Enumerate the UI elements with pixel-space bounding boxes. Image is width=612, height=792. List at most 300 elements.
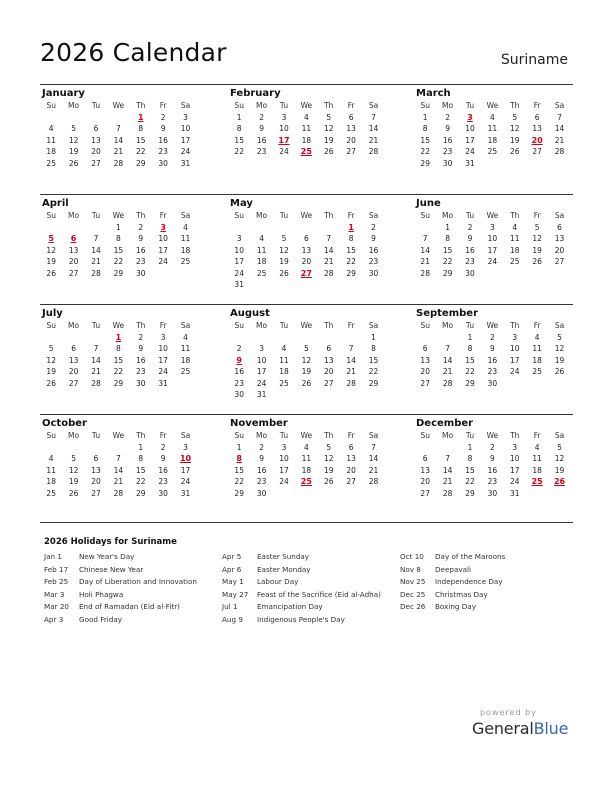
day-grid: [414, 112, 570, 169]
calendar-day: 2: [236, 344, 242, 354]
weekday-label: We: [112, 211, 125, 220]
calendar-day: 21: [554, 135, 565, 145]
calendar-day: 17: [180, 465, 191, 475]
month-november: [228, 417, 384, 499]
holiday-date: 6: [70, 234, 77, 244]
calendar-day: 17: [509, 355, 520, 365]
month-name: November: [230, 418, 288, 429]
calendar-day: 14: [91, 245, 101, 255]
calendar-day: 21: [113, 477, 124, 487]
row-divider: [40, 414, 573, 415]
weekday-label: Su: [234, 101, 244, 110]
weekday-label: Tu: [91, 101, 101, 110]
holiday-row: [400, 589, 505, 602]
calendar-day: 24: [487, 257, 498, 267]
calendar-day: 28: [113, 488, 124, 498]
weekday-label: Sa: [368, 101, 379, 110]
calendar-day: 9: [160, 124, 166, 134]
calendar-day: 6: [422, 344, 428, 354]
calendar-day: 24: [234, 268, 244, 278]
weekday-label: Fr: [347, 431, 355, 440]
weekday-label: Su: [234, 211, 244, 220]
month-name: July: [42, 308, 63, 319]
holiday-name: Day of the Maroons: [435, 552, 506, 561]
calendar-day: 5: [326, 443, 332, 452]
calendar-day: 2: [467, 223, 473, 232]
empty-cell: [85, 332, 107, 343]
weekday-label: Th: [324, 431, 334, 440]
calendar-day: 8: [467, 344, 473, 354]
calendar-day: 12: [68, 135, 79, 145]
weekday-label: Sa: [554, 211, 565, 220]
calendar-day: 16: [158, 135, 168, 145]
row-divider: [40, 84, 573, 85]
calendar-day: 28: [91, 378, 101, 388]
calendar-day: 3: [489, 223, 495, 232]
calendar-day: 3: [281, 113, 287, 122]
calendar-day: 29: [113, 268, 124, 278]
calendar-day: 11: [256, 245, 267, 255]
holiday-row: [44, 601, 197, 614]
calendar-day: 4: [48, 454, 54, 464]
calendar-day: 27: [532, 147, 542, 157]
weekday-label: Tu: [465, 431, 475, 440]
weekday-label: Fr: [159, 321, 167, 330]
calendar-day: 12: [46, 355, 56, 365]
calendar-day: 26: [323, 477, 334, 487]
calendar-day: 29: [346, 268, 356, 278]
weekday-header: [228, 320, 384, 332]
weekday-label: Th: [510, 431, 520, 440]
weekday-label: Mo: [256, 211, 268, 220]
calendar-day: 6: [93, 124, 99, 134]
calendar-day: 30: [368, 268, 379, 278]
calendar-day: 5: [281, 234, 287, 244]
calendar-day: 17: [256, 367, 267, 377]
calendar-day: 18: [487, 135, 498, 145]
calendar-day: 25: [256, 268, 267, 278]
calendar-day: 23: [465, 257, 475, 267]
calendar-day: 11: [509, 234, 520, 244]
weekday-label: Mo: [68, 101, 80, 110]
calendar-day: 4: [183, 223, 188, 232]
weekday-label: Sa: [368, 211, 379, 220]
calendar-day: 4: [183, 333, 188, 342]
day-grid: [40, 442, 196, 499]
calendar-day: 18: [256, 257, 267, 267]
calendar-day: 24: [180, 147, 191, 157]
calendar-day: 13: [420, 465, 430, 475]
calendar-day: 5: [557, 443, 562, 452]
calendar-day: 28: [113, 158, 124, 168]
holiday-column: [222, 551, 381, 627]
calendar-day: 18: [301, 465, 312, 475]
weekday-label: Fr: [533, 321, 541, 330]
calendar-day: 26: [279, 268, 289, 278]
calendar-day: 20: [323, 367, 334, 377]
calendar-day: 27: [68, 378, 79, 388]
weekday-label: Mo: [68, 321, 80, 330]
holiday-date-label: Feb 25: [44, 577, 69, 587]
calendar-day: 29: [465, 378, 475, 388]
calendar-day: 23: [487, 477, 498, 487]
calendar-day: 4: [259, 234, 264, 244]
month-name: April: [42, 198, 69, 209]
calendar-day: 17: [465, 135, 475, 145]
calendar-day: 18: [279, 367, 289, 377]
calendar-day: 9: [160, 454, 166, 464]
calendar-day: 7: [93, 344, 99, 354]
weekday-label: Tu: [279, 101, 289, 110]
calendar-day: 7: [326, 234, 332, 244]
calendar-day: 25: [46, 488, 56, 498]
brand-logo[interactable]: [472, 719, 568, 738]
holiday-name: Indigenous People's Day: [257, 614, 345, 624]
empty-cell: [318, 222, 340, 233]
calendar-day: 7: [445, 344, 450, 354]
calendar-day: 2: [138, 223, 144, 232]
calendar-day: 6: [93, 454, 99, 464]
calendar-day: 11: [279, 355, 289, 365]
holiday-date: 25: [300, 477, 312, 487]
calendar-day: 29: [135, 158, 146, 168]
calendar-day: 10: [256, 355, 267, 365]
holiday-name: Emancipation Day: [257, 602, 323, 612]
weekday-label: Th: [324, 321, 334, 330]
calendar-day: 20: [301, 257, 312, 267]
holiday-name: Feast of the Sacrifice (Eid al-Adha): [257, 589, 381, 599]
calendar-day: 14: [368, 124, 379, 134]
calendar-day: 7: [115, 454, 121, 464]
weekday-label: Sa: [180, 211, 191, 220]
calendar-day: 3: [160, 333, 166, 342]
weekday-label: We: [300, 321, 313, 330]
calendar-day: 11: [180, 344, 191, 354]
calendar-day: 21: [442, 367, 453, 377]
holiday-row: [44, 564, 197, 577]
holiday-column: [400, 551, 505, 614]
calendar-day: 2: [489, 443, 495, 452]
holiday-name: Boxing Day: [435, 602, 476, 612]
weekday-label: We: [300, 101, 313, 110]
calendar-day: 28: [91, 268, 101, 278]
calendar-day: 29: [234, 488, 244, 498]
weekday-header: [414, 320, 570, 332]
weekday-label: We: [300, 431, 313, 440]
calendar-day: 14: [113, 135, 124, 145]
calendar-day: 23: [135, 257, 146, 267]
calendar-day: 3: [512, 443, 518, 452]
calendar-day: 15: [442, 245, 453, 255]
calendar-day: 14: [554, 124, 565, 134]
holiday-row: [44, 589, 197, 602]
calendar-day: 26: [46, 378, 56, 388]
holiday-date: 20: [531, 135, 543, 145]
day-grid: [228, 442, 384, 499]
calendar-day: 14: [113, 465, 124, 475]
calendar-day: 3: [512, 333, 518, 342]
calendar-day: 2: [259, 113, 264, 122]
calendar-day: 24: [279, 147, 289, 157]
holiday-row: [44, 551, 197, 564]
day-grid: [414, 332, 570, 389]
holiday-date-label: Oct 10: [400, 552, 424, 561]
holiday-name: Deepavali: [435, 564, 471, 574]
calendar-day: 20: [554, 245, 565, 255]
calendar-day: 2: [160, 113, 166, 122]
empty-cell: [85, 112, 107, 123]
weekday-label: Sa: [180, 321, 191, 330]
weekday-label: Su: [46, 431, 56, 440]
weekday-label: Mo: [256, 101, 268, 110]
calendar-day: 11: [487, 124, 498, 134]
calendar-day: 26: [323, 147, 334, 157]
weekday-header: [228, 430, 384, 442]
day-grid: [228, 332, 384, 400]
weekday-label: Th: [136, 431, 146, 440]
weekday-label: We: [112, 101, 125, 110]
calendar-day: 31: [465, 158, 475, 168]
weekday-label: Tu: [279, 321, 289, 330]
holiday-row: [44, 614, 197, 627]
calendar-day: 17: [509, 465, 520, 475]
calendar-day: 6: [422, 454, 428, 464]
calendar-day: 28: [442, 378, 453, 388]
weekday-label: Fr: [159, 431, 167, 440]
empty-cell: [250, 332, 272, 343]
weekday-label: Su: [420, 211, 430, 220]
weekday-header: [228, 210, 384, 222]
calendar-day: 19: [301, 367, 312, 377]
calendar-day: 19: [68, 477, 79, 487]
weekday-label: Tu: [91, 321, 101, 330]
weekday-label: Th: [136, 101, 146, 110]
calendar-day: 16: [135, 245, 146, 255]
weekday-label: Sa: [554, 321, 565, 330]
holiday-name: Chinese New Year: [79, 564, 144, 574]
calendar-day: 2: [138, 333, 144, 342]
calendar-day: 6: [348, 443, 354, 452]
calendar-day: 23: [368, 257, 379, 267]
calendar-day: 26: [301, 378, 312, 388]
calendar-day: 7: [348, 344, 354, 354]
calendar-day: 13: [68, 245, 79, 255]
calendar-day: 25: [180, 367, 191, 377]
calendar-day: 1: [371, 333, 376, 342]
holiday-name: Good Friday: [79, 614, 122, 624]
calendar-day: 13: [68, 355, 79, 365]
calendar-day: 19: [554, 355, 565, 365]
empty-cell: [40, 332, 62, 343]
calendar-day: 8: [138, 124, 144, 134]
calendar-day: 10: [279, 124, 289, 134]
calendar-day: 18: [46, 477, 56, 487]
holiday-date-label: Mar 20: [44, 602, 69, 612]
holidays-heading: 2026 Holidays for Suriname: [44, 537, 177, 547]
weekday-label: Mo: [442, 211, 454, 220]
calendar-day: 23: [158, 477, 168, 487]
calendar-day: 11: [532, 344, 542, 354]
empty-cell: [107, 112, 129, 123]
calendar-day: 11: [46, 135, 56, 145]
calendar-day: 4: [534, 333, 540, 342]
weekday-label: Su: [420, 321, 430, 330]
calendar-day: 9: [138, 234, 144, 244]
holiday-date-label: Jul 1: [222, 602, 238, 612]
weekday-label: Sa: [368, 321, 379, 330]
calendar-day: 2: [489, 333, 495, 342]
weekday-label: Tu: [279, 431, 289, 440]
calendar-day: 28: [442, 488, 453, 498]
calendar-day: 27: [346, 477, 356, 487]
calendar-day: 15: [113, 245, 124, 255]
calendar-day: 27: [68, 268, 79, 278]
weekday-header: [40, 320, 196, 332]
calendar-day: 9: [371, 234, 376, 244]
calendar-day: 29: [465, 488, 475, 498]
weekday-label: Mo: [68, 431, 80, 440]
calendar-day: 15: [465, 465, 475, 475]
empty-cell: [62, 332, 84, 343]
calendar-day: 14: [442, 355, 453, 365]
empty-cell: [295, 222, 317, 233]
calendar-day: 3: [236, 234, 242, 244]
holiday-date: 27: [300, 268, 312, 278]
calendar-day: 8: [138, 454, 144, 464]
calendar-day: 12: [301, 355, 312, 365]
calendar-day: 22: [113, 257, 124, 267]
weekday-header: [40, 100, 196, 112]
calendar-day: 10: [234, 245, 244, 255]
holiday-date: 3: [160, 223, 166, 232]
calendar-day: 7: [557, 113, 562, 122]
calendar-day: 17: [180, 135, 191, 145]
calendar-day: 25: [279, 378, 289, 388]
calendar-day: 12: [68, 465, 79, 475]
weekday-label: Sa: [180, 431, 191, 440]
calendar-day: 30: [442, 158, 453, 168]
weekday-label: Th: [510, 101, 520, 110]
calendar-day: 11: [180, 234, 191, 244]
holiday-date-label: Aug 9: [222, 614, 243, 624]
calendar-day: 26: [532, 257, 542, 267]
weekday-label: Su: [420, 101, 430, 110]
calendar-day: 21: [420, 257, 430, 267]
calendar-day: 25: [509, 257, 520, 267]
calendar-day: 30: [256, 488, 267, 498]
calendar-day: 17: [487, 245, 498, 255]
weekday-label: Su: [46, 321, 56, 330]
calendar-day: 3: [183, 113, 188, 122]
weekday-label: We: [112, 431, 125, 440]
weekday-label: Fr: [533, 211, 541, 220]
weekday-label: We: [486, 101, 499, 110]
calendar-day: 9: [259, 124, 264, 134]
month-february: [228, 87, 384, 158]
holiday-date-label: May 1: [222, 577, 244, 587]
month-may: [228, 197, 384, 290]
calendar-day: 8: [467, 454, 473, 464]
calendar-day: 14: [323, 245, 334, 255]
calendar-day: 5: [48, 344, 54, 354]
calendar-day: 6: [557, 223, 562, 232]
calendar-day: 26: [68, 488, 79, 498]
calendar-day: 4: [303, 113, 309, 122]
holiday-date-label: Apr 3: [44, 614, 64, 624]
holiday-date: 1: [115, 333, 122, 342]
weekday-label: Mo: [256, 321, 268, 330]
calendar-day: 25: [46, 158, 56, 168]
weekday-label: Fr: [347, 211, 355, 220]
country-name: Suriname: [500, 52, 568, 68]
brand-blue: Blue: [533, 719, 569, 738]
holiday-row: [400, 601, 505, 614]
holiday-name: Christmas Day: [435, 589, 488, 599]
month-name: June: [416, 198, 441, 209]
calendar-day: 24: [509, 367, 520, 377]
empty-cell: [295, 332, 317, 343]
calendar-day: 22: [465, 367, 475, 377]
calendar-day: 15: [135, 135, 146, 145]
calendar-day: 14: [420, 245, 430, 255]
calendar-day: 30: [135, 378, 146, 388]
calendar-day: 22: [135, 477, 146, 487]
calendar-day: 1: [138, 443, 144, 452]
calendar-day: 27: [554, 257, 565, 267]
calendar-day: 3: [281, 443, 287, 452]
holiday-date-label: Apr 5: [222, 552, 242, 561]
calendar-day: 8: [236, 124, 242, 134]
empty-cell: [273, 332, 295, 343]
holiday-row: [222, 551, 381, 564]
calendar-day: 31: [180, 488, 191, 498]
weekday-label: Tu: [91, 431, 101, 440]
divider: [40, 522, 573, 523]
calendar-day: 12: [554, 454, 565, 464]
calendar-day: 5: [534, 223, 540, 232]
calendar-day: 20: [91, 477, 101, 487]
month-name: February: [230, 88, 281, 99]
month-march: [414, 87, 570, 169]
calendar-day: 12: [323, 454, 334, 464]
calendar-day: 26: [554, 367, 565, 377]
empty-cell: [62, 442, 84, 453]
empty-cell: [318, 332, 340, 343]
calendar-day: 30: [487, 378, 498, 388]
calendar-day: 19: [279, 257, 289, 267]
month-name: September: [416, 308, 478, 319]
calendar-day: 5: [303, 344, 309, 354]
calendar-day: 30: [465, 268, 475, 278]
calendar-day: 3: [259, 344, 264, 354]
calendar-day: 31: [256, 389, 267, 399]
empty-cell: [40, 222, 62, 233]
calendar-day: 7: [371, 443, 376, 452]
calendar-day: 18: [46, 147, 56, 157]
calendar-day: 11: [46, 465, 56, 475]
calendar-day: 13: [323, 355, 334, 365]
weekday-label: We: [486, 211, 499, 220]
holiday-date-label: Apr 6: [222, 564, 242, 574]
calendar-day: 23: [256, 147, 267, 157]
calendar-day: 3: [183, 443, 188, 452]
calendar-day: 1: [467, 443, 473, 452]
calendar-day: 19: [509, 135, 520, 145]
calendar-day: 19: [323, 135, 334, 145]
holiday-date: 9: [236, 355, 242, 365]
empty-cell: [436, 332, 458, 343]
calendar-day: 12: [509, 124, 520, 134]
